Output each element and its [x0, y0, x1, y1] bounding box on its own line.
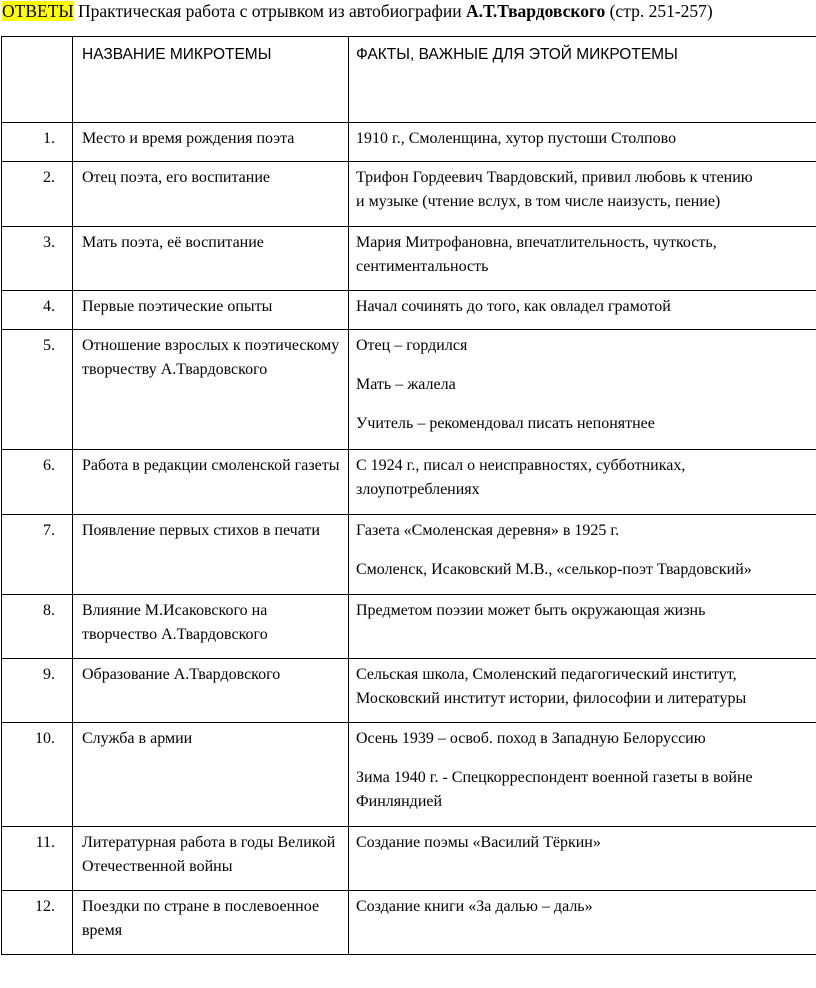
- table-row: [2, 227, 816, 291]
- fact-line: Создание поэмы «Василий Тёркин»: [356, 834, 601, 851]
- row-num: 2.: [2, 162, 73, 227]
- fact-line: Создание книги «За далью – даль»: [356, 898, 593, 915]
- table-row: [2, 723, 816, 827]
- fact-line: 1910 г., Смоленщина, хутор пустоши Столпово: [356, 130, 677, 147]
- table-row: [2, 291, 816, 330]
- microtheme-table: [1, 36, 816, 955]
- fact-line: Мария Митрофановна, впечатлительность, чуткость,: [356, 234, 717, 251]
- row-facts: [349, 723, 816, 827]
- row-facts: [349, 659, 816, 723]
- table-row: [2, 515, 816, 595]
- table-row: [2, 162, 816, 227]
- title-text: Практическая работа с отрывком из автобиографии: [73, 1, 466, 21]
- row-num: 6.: [2, 450, 73, 515]
- row-topic: Мать поэта, её воспитание: [73, 227, 349, 291]
- row-num: 10.: [2, 723, 73, 827]
- fact-line: Предметом поэзии может быть окружающая жизнь: [356, 602, 706, 619]
- table-row: [2, 450, 816, 515]
- header-num: [2, 37, 73, 123]
- fact-line: Сельская школа, Смоленский педагогический институт,: [356, 666, 737, 683]
- table-row: [2, 595, 816, 659]
- page-range: (стр. 251-257): [605, 1, 713, 21]
- row-facts: [349, 162, 816, 227]
- row-num: 4.: [2, 291, 73, 330]
- fact-line: злоупотреблениях: [356, 481, 480, 498]
- row-topic: Поездки по стране в послевоенное время: [73, 891, 349, 955]
- row-topic: Образование А.Твардовского: [73, 659, 349, 723]
- row-num: 8.: [2, 595, 73, 659]
- row-num: 9.: [2, 659, 73, 723]
- row-topic: Литературная работа в годы Великой Отечественной войны: [73, 827, 349, 891]
- fact-line: Учитель – рекомендовал писать непонятнее: [356, 415, 655, 432]
- row-facts: [349, 515, 816, 595]
- document-title: [2, 0, 713, 22]
- fact-line: Трифон Гордеевич Твардовский, привил любовь к чтению: [356, 169, 753, 186]
- row-facts: [349, 291, 816, 330]
- header-topic: НАЗВАНИЕ МИКРОТЕМЫ: [73, 37, 349, 123]
- row-facts: [349, 123, 816, 162]
- fact-line: Финляндией: [356, 793, 443, 810]
- fact-line: Смоленск, Исаковский М.В., «селькор-поэт Твардовский»: [356, 561, 752, 578]
- row-num: 12.: [2, 891, 73, 955]
- answers-highlight: ОТВЕТЫ: [2, 1, 74, 21]
- fact-line: С 1924 г., писал о неисправностях, субботниках,: [356, 457, 686, 474]
- fact-line: Зима 1940 г. - Спецкорреспондент военной газеты в войне: [356, 769, 753, 786]
- row-num: 1.: [2, 123, 73, 162]
- row-topic: Влияние М.Исаковского на творчество А.Твардовского: [73, 595, 349, 659]
- row-topic: Отец поэта, его воспитание: [73, 162, 349, 227]
- row-topic: Отношение взрослых к поэтическому творчеству А.Твардовского: [73, 330, 349, 450]
- row-facts: [349, 227, 816, 291]
- fact-line: Осень 1939 – освоб. поход в Западную Белоруссию: [356, 730, 706, 747]
- row-num: 3.: [2, 227, 73, 291]
- table-row: [2, 123, 816, 162]
- fact-line: сентиментальность: [356, 258, 489, 275]
- row-facts: [349, 891, 816, 955]
- table-row: [2, 330, 816, 450]
- fact-line: Отец – гордился: [356, 337, 468, 354]
- fact-line: Мать – жалела: [356, 376, 456, 393]
- table-row: [2, 659, 816, 723]
- row-topic: Первые поэтические опыты: [73, 291, 349, 330]
- table-header-row: [2, 37, 816, 123]
- author-name: А.Т.Твардовского: [465, 1, 606, 21]
- row-topic: Служба в армии: [73, 723, 349, 827]
- header-facts: ФАКТЫ, ВАЖНЫЕ ДЛЯ ЭТОЙ МИКРОТЕМЫ: [349, 37, 816, 123]
- table-row: [2, 827, 816, 891]
- row-facts: [349, 595, 816, 659]
- fact-line: и музыке (чтение вслух, в том числе наизусть, пение): [356, 193, 721, 210]
- row-facts: [349, 330, 816, 450]
- row-num: 5.: [2, 330, 73, 450]
- row-topic: Место и время рождения поэта: [73, 123, 349, 162]
- fact-line: Начал сочинять до того, как овладел грамотой: [356, 298, 671, 315]
- row-num: 7.: [2, 515, 73, 595]
- row-topic: Появление первых стихов в печати: [73, 515, 349, 595]
- fact-line: Газета «Смоленская деревня» в 1925 г.: [356, 522, 620, 539]
- fact-line: Московский институт истории, философии и литературы: [356, 690, 747, 707]
- row-topic: Работа в редакции смоленской газеты: [73, 450, 349, 515]
- table-row: [2, 891, 816, 955]
- row-facts: [349, 827, 816, 891]
- row-facts: [349, 450, 816, 515]
- row-num: 11.: [2, 827, 73, 891]
